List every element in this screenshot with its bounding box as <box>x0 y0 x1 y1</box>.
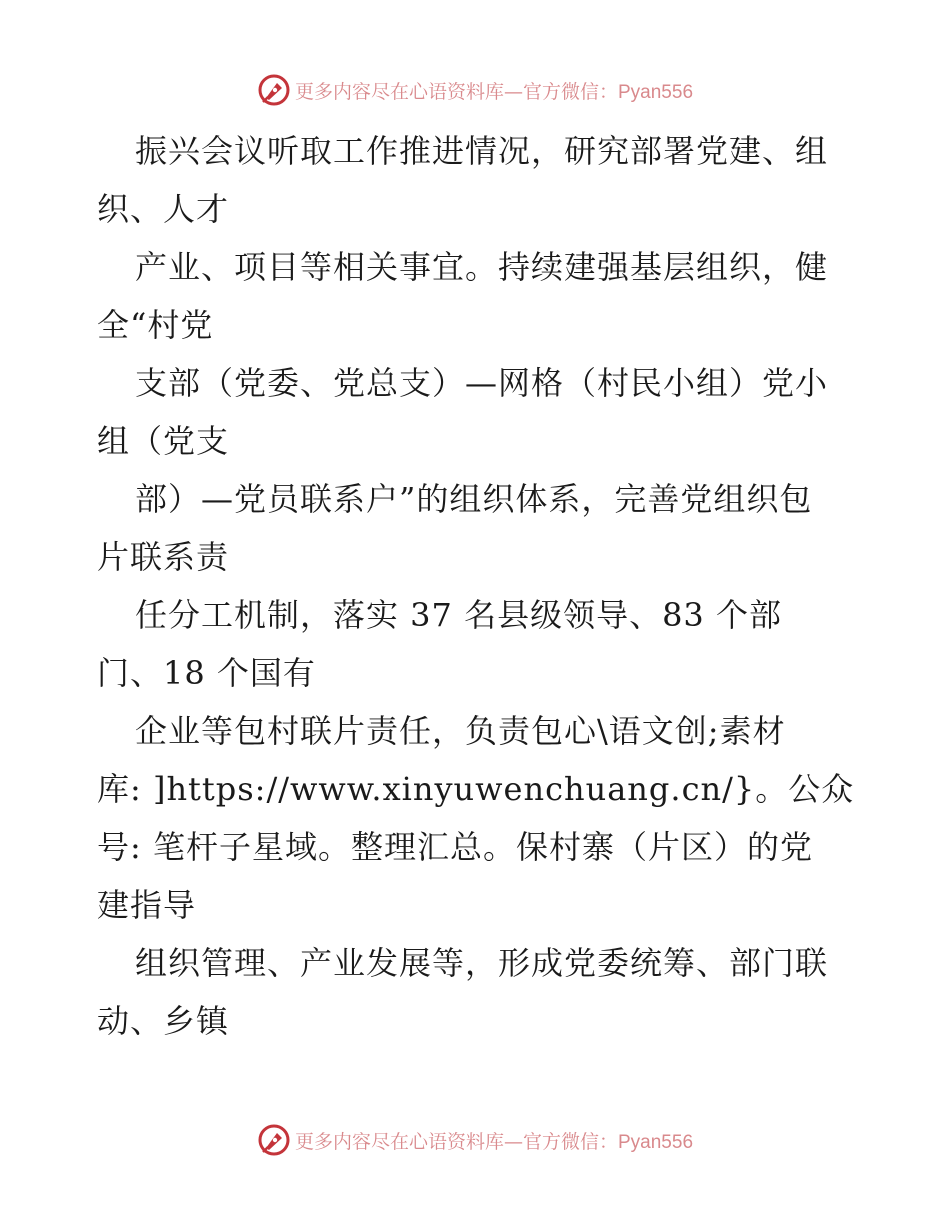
body-line: 库: ]https://www.xinyuwenchuang.cn/}。公众 <box>97 770 855 808</box>
body-line: 任分工机制，落实 37 名县级领导、83 个部 <box>135 596 782 634</box>
body-line: 组织管理、产业发展等，形成党委统筹、部门联 <box>135 944 829 982</box>
watermark-dash: — <box>503 80 523 103</box>
body-line: 号: 笔杆子星域。整理汇总。保村寨（片区）的党 <box>97 828 813 866</box>
body-line: 支部（党委、党总支）—网格（村民小组）党小 <box>135 364 829 402</box>
watermark-brand: 更多内容尽在心语资料库 <box>294 1130 504 1153</box>
body-line: 建指导 <box>97 886 197 924</box>
pen-nib-logo-icon <box>257 73 291 107</box>
body-line: 织、人才 <box>97 190 230 228</box>
body-line: 动、乡镇 <box>97 1002 230 1040</box>
watermark-wechat-label: 官方微信： <box>522 80 618 103</box>
body-line: 部）—党员联系户”的组织体系，完善党组织包 <box>135 480 813 518</box>
watermark-text <box>295 1127 693 1154</box>
footer-watermark-banner <box>0 1120 950 1160</box>
body-line: 片联系责 <box>97 538 230 576</box>
watermark-handle: Pyan556 <box>618 1131 694 1153</box>
watermark-dash: — <box>503 1130 523 1153</box>
pen-nib-logo-icon <box>257 1123 291 1157</box>
body-line: 组（党支 <box>97 422 230 460</box>
watermark-handle: Pyan556 <box>618 81 694 103</box>
body-line: 产业、项目等相关事宜。持续建强基层组织，健 <box>135 248 829 286</box>
body-line: 门、18 个国有 <box>97 654 316 692</box>
document-body <box>97 122 857 1050</box>
body-line: 振兴会议听取工作推进情况，研究部署党建、组 <box>135 132 829 170</box>
body-line: 全“村党 <box>97 306 214 344</box>
body-line: 企业等包村联片责任，负责包心\语文创;素材 <box>135 712 786 750</box>
watermark-brand: 更多内容尽在心语资料库 <box>294 80 504 103</box>
watermark-wechat-label: 官方微信： <box>522 1130 618 1153</box>
header-watermark-banner <box>0 70 950 110</box>
watermark-text <box>295 77 693 104</box>
